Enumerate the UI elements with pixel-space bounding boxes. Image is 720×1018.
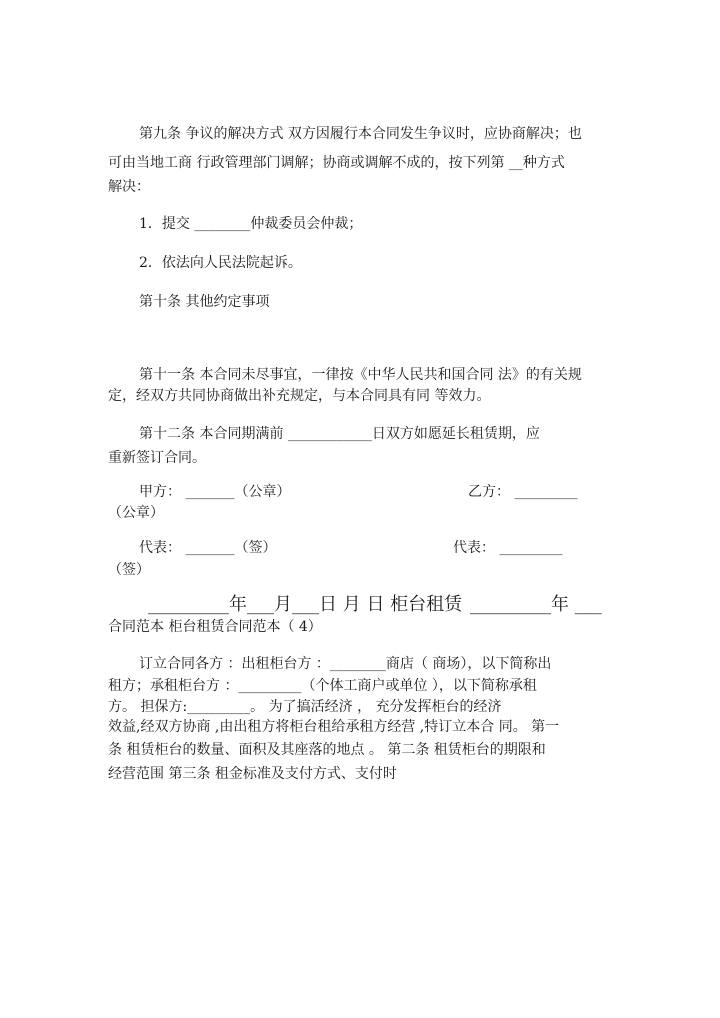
- section-heading: 第十条 其他约定事项: [139, 294, 270, 310]
- text-line: 第十二条 本合同期满前 ____________日双方如愿延长租赁期，应: [139, 426, 540, 442]
- section-heading: 合同范本 柜台租赁合同范本（ 4）: [108, 619, 322, 635]
- representative-a: 代表： _______（签）: [139, 540, 277, 556]
- text-line: 方。 担保方:_________。 为了搞活经济 ， 充分发挥柜台的经济: [108, 699, 502, 715]
- text-line: 重新签订合同。: [108, 450, 206, 466]
- representative-b: 代表： _________: [453, 540, 563, 556]
- text-line: 租方；承租柜台方 ：_________（个体工商户或单位 ），以下简称承租: [108, 678, 537, 694]
- date-line: _________年___月___日 月 日 柜台租赁: [148, 594, 463, 615]
- text-line: 1．提交 ________仲裁委员会仲裁；: [139, 216, 363, 232]
- signature-party-b: 乙方： _________: [468, 484, 578, 500]
- text-line: 条 租赁柜台的数量、面积及其座落的地点 。 第二条 租赁柜台的期限和: [108, 742, 546, 758]
- text-line: 定，经双方共同协商做出补充规定，与本合同具有同 等效力。: [108, 388, 491, 404]
- text-line: 第九条 争议的解决方式 双方因履行本合同发生争议时，应协商解决；也: [139, 126, 582, 142]
- date-line-right: _________年 ___: [470, 594, 602, 615]
- text-line: （签）: [108, 562, 150, 578]
- text-line: 订立合同各方 ：出租柜台方 ：________商店（ 商场），以下简称出: [139, 656, 552, 672]
- signature-party-a: 甲方： _______（公章）: [139, 484, 291, 500]
- text-line: （公章）: [108, 505, 164, 521]
- text-line: 经营范围 第三条 租金标准及支付方式、支付时: [108, 766, 397, 782]
- text-line: 第十一条 本合同未尽事宜，一律按《中华人民共和国合同 法》的有关规: [139, 367, 582, 383]
- text-line: 可由当地工商 行政管理部门调解；协商或调解不成的，按下列第 __种方式: [108, 155, 565, 171]
- text-line: 效益,经双方协商 ,由出租方将柜台租给承租方经营 ,特订立本合 同。 第一: [108, 719, 560, 735]
- text-line: 2．依法向人民法院起诉。: [139, 255, 302, 271]
- text-line: 解决：: [108, 179, 150, 195]
